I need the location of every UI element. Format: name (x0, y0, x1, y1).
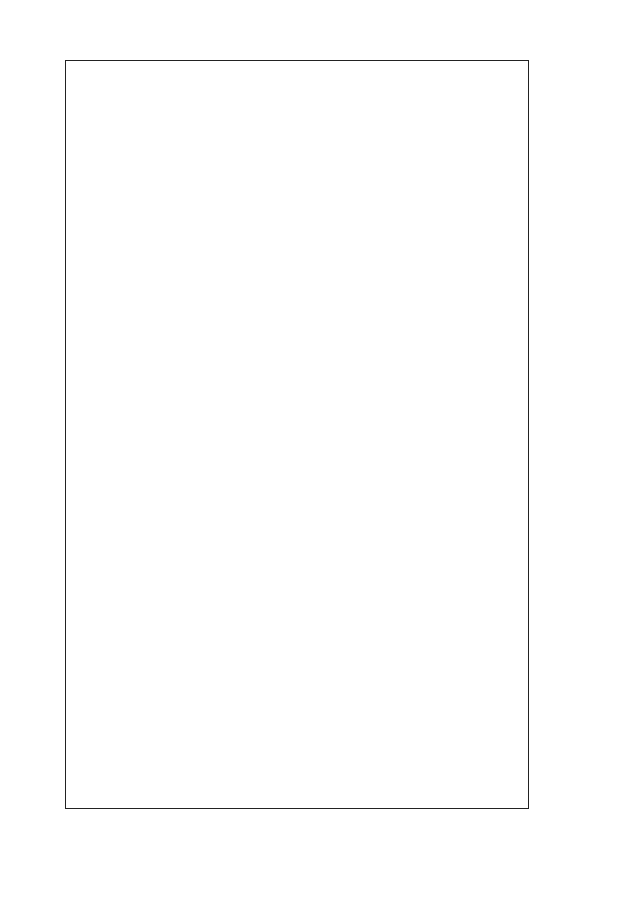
budget-table (65, 60, 529, 809)
